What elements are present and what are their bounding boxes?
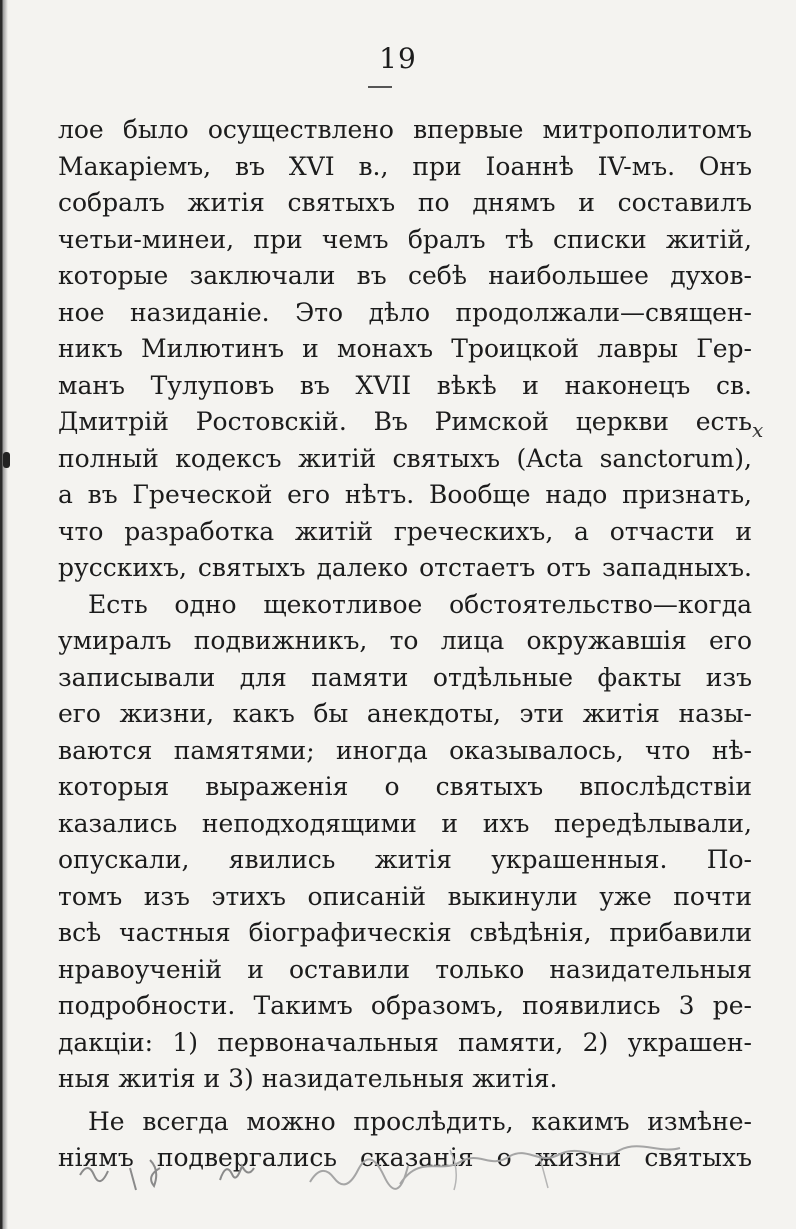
text-line: ное назиданіе. Это дѣло продолжали—священ- [58,297,752,327]
text-line: русскихъ, святыхъ далеко отстаетъ отъ западныхъ. [58,553,752,582]
text-line: которыя выраженія о святыхъ впослѣдствіи [58,772,752,801]
text-line: манъ Тулуповъ въ XVII вѣкѣ и наконецъ св. [58,370,752,400]
text-line: Не всегда можно прослѣдить, какимъ измѣне- [88,1106,752,1136]
text-line: его жизни, какъ бы анекдоты, эти житія назы- [58,699,752,728]
text-line: казались неподходящими и ихъ передѣлывали, [58,808,752,838]
margin-ink-mark [3,452,10,468]
text-line: Дмитрій Ростовскій. Въ Римской церкви есть [58,407,752,436]
text-line: а въ Греческой его нѣтъ. Вообще надо признать, [58,480,752,509]
text-line: которые заключали въ себѣ наибольшее духов- [58,261,752,290]
text-line: ныя житія и 3) назидательныя житія. [58,1064,558,1093]
page-number: 19 [379,42,417,75]
text-line: Макаріемъ, въ XVI в., при Іоаннѣ IV-мъ. Онъ [58,151,752,181]
margin-note-mark: x [752,418,764,442]
text-line: нравоученій и оставили только назидательныя [58,954,752,984]
handwriting-stroke [80,1160,254,1190]
text-line: умиралъ подвижникъ, то лица окружавшія его [58,626,752,655]
text-line: Есть одно щекотливое обстоятельство—когда [88,589,752,619]
text-line: томъ изъ этихъ описаній выкинули уже почти [58,881,752,911]
text-line: дакціи: 1) первоначальныя памяти, 2) украшен- [58,1027,752,1057]
handwritten-scribble [70,1140,790,1200]
page-number-underline [368,86,392,88]
text-line: ніямъ подвергались сказанія о жизни святыхъ [58,1143,752,1172]
handwriting-stroke [310,1146,680,1189]
text-line: всѣ частныя біографическія свѣдѣнія, прибавили [58,918,752,947]
text-line: опускали, явились житія украшенныя. По- [58,845,752,874]
text-line: ваются памятями; иногда оказывалось, что нѣ- [58,735,752,765]
text-line: собралъ житія святыхъ по днямъ и составилъ [58,188,752,217]
body-text [58,112,752,1177]
page-binding-edge [0,0,8,1229]
text-line: лое было осуществлено впервые митрополитомъ [58,115,752,144]
text-line: записывали для памяти отдѣльные факты изъ [58,662,752,692]
text-line: полный кодексъ житій святыхъ (Acta sanctorum), [58,443,752,473]
text-line: подробности. Такимъ образомъ, появились 3 ре- [58,991,752,1020]
text-line: никъ Милютинъ и монахъ Троицкой лавры Гер- [58,334,752,363]
text-line: что разработка житій греческихъ, а отчасти и [58,516,752,546]
text-line: четьи-минеи, при чемъ бралъ тѣ списки житій, [58,224,752,254]
